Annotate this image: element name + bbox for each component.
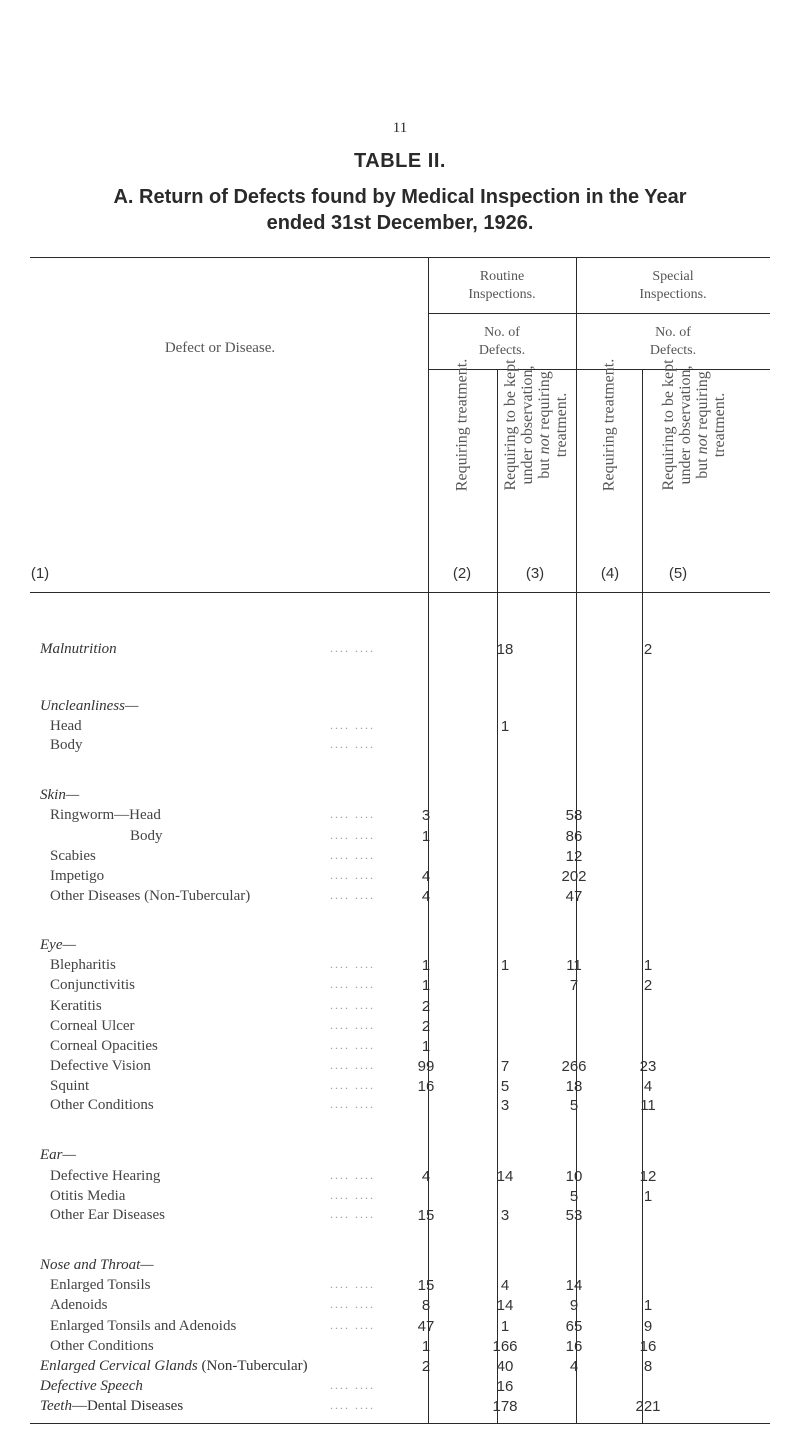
table-row [0,1398,800,1415]
cell-c3: 18 [496,641,514,658]
cell-c4: 65 [565,1318,583,1335]
routine-observation-header: Requiring to be kept under observation, but not requiring treatment. [502,359,570,491]
leader-dots: .... .... [330,1038,375,1052]
table-row [0,1277,800,1294]
cell-c3: 1 [500,718,510,735]
leader-dots: .... .... [330,828,375,842]
cell-c5: 12 [639,1168,657,1185]
table-row [0,977,800,994]
table-row [0,1378,800,1395]
table-row [0,1338,800,1355]
row-label: Other Conditions [50,1338,154,1354]
row-label: Ear— [40,1147,76,1163]
cell-c4: 10 [565,1168,583,1185]
table-row [0,1297,800,1314]
table-row [0,718,800,735]
leader-dots: .... .... [330,807,375,821]
cell-c5: 8 [643,1358,653,1375]
leader-dots: .... .... [330,1078,375,1092]
table-row [0,888,800,905]
row-label: Enlarged Tonsils and Adenoids [50,1318,237,1334]
cell-c4: 58 [565,807,583,824]
table-bottom-rule [30,1423,770,1424]
row-label: Conjunctivitis [50,977,136,993]
cell-c3: 1 [500,957,510,974]
table-row [0,1147,800,1164]
leader-dots: .... .... [330,1168,375,1182]
cell-c4: 202 [561,868,587,885]
cell-c4: 9 [569,1297,579,1314]
leader-dots: .... .... [330,641,375,655]
cell-c2: 3 [421,807,431,824]
leader-dots: .... .... [330,848,375,862]
col-number-1: (1) [30,565,50,582]
row-label: Corneal Opacities [50,1038,158,1054]
cell-c2: 1 [421,977,431,994]
cell-c2: 2 [421,1018,431,1035]
table-title: TABLE II. [354,150,446,172]
row-label: Uncleanliness— [40,698,139,714]
leader-dots: .... .... [330,1318,375,1332]
row-label: Otitis Media [50,1188,126,1204]
special-no-of-defects-header: No. of Defects. [649,325,697,358]
cell-c2: 8 [421,1297,431,1314]
table-row [0,1318,800,1335]
table-row [0,807,800,824]
row-label: Eye— [40,937,76,953]
special-requiring-treatment-header: Requiring treatment. [600,358,618,492]
cell-c4: 4 [569,1358,579,1375]
cell-c5: 221 [635,1398,661,1415]
table-row [0,1188,800,1205]
table-row [0,1018,800,1035]
cell-c4: 14 [565,1277,583,1294]
leader-dots: .... .... [330,1297,375,1311]
leader-dots: .... .... [330,1207,375,1221]
cell-c3: 3 [500,1207,510,1224]
col-number-2: (2) [452,565,472,582]
leader-dots: .... .... [330,998,375,1012]
cell-c2: 16 [417,1078,435,1095]
table-row [0,698,800,715]
cell-c2: 4 [421,888,431,905]
cell-c2: 1 [421,957,431,974]
routine-inspections-header: Routine Inspections. [468,269,536,302]
row-label: Keratitis [50,998,102,1014]
cell-c2: 4 [421,1168,431,1185]
table-subtitle-line2: ended 31st December, 1926. [266,212,534,234]
cell-c2: 2 [421,998,431,1015]
cell-c3: 178 [492,1398,518,1415]
cell-c2: 15 [417,1207,435,1224]
table-row [0,1097,800,1114]
leader-dots: .... .... [330,1398,375,1412]
cell-c4: 11 [566,957,582,974]
row-label: Enlarged Tonsils [50,1277,151,1293]
cell-c4: 16 [565,1338,583,1355]
table-subtitle-line1: A. Return of Defects found by Medical Inspection in the Year [113,186,687,208]
row-label: Malnutrition [40,641,117,657]
table-row [0,1078,800,1095]
table-row [0,1058,800,1075]
cell-c2: 1 [421,828,431,845]
cell-c3: 3 [500,1097,510,1114]
table-row [0,1168,800,1185]
cell-c3: 14 [496,1297,514,1314]
table-row [0,848,800,865]
table-row [0,1358,800,1375]
cell-c5: 4 [643,1078,653,1095]
row-label: Teeth—Dental Diseases [40,1398,184,1414]
leader-dots: .... .... [330,868,375,882]
cell-c3: 166 [492,1338,518,1355]
cell-c5: 9 [643,1318,653,1335]
table-row [0,737,800,754]
table-row [0,868,800,885]
cell-c2: 1 [421,1338,431,1355]
cell-c4: 5 [569,1097,579,1114]
row-label: Blepharitis [50,957,116,973]
cell-c3: 16 [496,1378,514,1395]
leader-dots: .... .... [330,1378,375,1392]
row-label: Ringworm—Head [50,807,161,823]
cell-c4: 266 [561,1058,587,1075]
routine-subheader-rule [428,313,770,314]
cell-c4: 86 [565,828,583,845]
leader-dots: .... .... [330,888,375,902]
page-number: 11 [392,120,408,136]
table-top-rule [30,257,770,258]
row-label: Other Conditions [50,1097,154,1113]
leader-dots: .... .... [330,737,375,751]
table-row [0,957,800,974]
cell-c5: 11 [640,1097,656,1114]
row-label: Skin— [40,787,80,803]
row-label: Defective Speech [40,1378,143,1394]
row-label: Other Diseases (Non-Tubercular) [50,888,251,904]
cell-c5: 2 [643,977,653,994]
cell-c4: 7 [569,977,579,994]
cell-c4: 53 [565,1207,583,1224]
row-label: Impetigo [50,868,105,884]
row-label: Body [50,737,83,753]
table-row [0,641,800,658]
table-row [0,937,800,954]
col-number-3: (3) [525,565,545,582]
cell-c4: 47 [565,888,583,905]
row-label: Other Ear Diseases [50,1207,165,1223]
table-row [0,1207,800,1224]
table-row [0,787,800,804]
cell-c5: 16 [639,1338,657,1355]
row-label: Defective Hearing [50,1168,161,1184]
cell-c2: 99 [417,1058,435,1075]
leader-dots: .... .... [330,1188,375,1202]
table-row [0,1038,800,1055]
leader-dots: .... .... [330,718,375,732]
table-row [0,1257,800,1274]
special-observation-header: Requiring to be kept under observation, but not requiring treatment. [660,359,728,491]
cell-c2: 1 [421,1038,431,1055]
cell-c2: 4 [421,868,431,885]
leader-dots: .... .... [330,1277,375,1291]
row-label: Corneal Ulcer [50,1018,135,1034]
cell-c5: 23 [639,1058,657,1075]
row-label: Scabies [50,848,96,864]
col-number-4: (4) [600,565,620,582]
row-label: Nose and Throat— [40,1257,154,1273]
header-bottom-rule [30,592,770,593]
leader-dots: .... .... [330,1097,375,1111]
table-row [0,828,800,845]
cell-c5: 2 [643,641,653,658]
defect-column-header: Defect or Disease. [164,340,276,356]
row-label: Adenoids [50,1297,108,1313]
routine-requiring-treatment-header: Requiring treatment. [453,358,471,492]
row-label: Head [50,718,82,734]
cell-c3: 40 [496,1358,514,1375]
row-label: Body [130,828,163,844]
leader-dots: .... .... [330,1018,375,1032]
routine-no-of-defects-header: No. of Defects. [478,325,526,358]
table-row [0,998,800,1015]
cell-c3: 7 [500,1058,510,1075]
cell-c4: 5 [569,1188,579,1205]
row-label: Enlarged Cervical Glands (Non-Tubercular) [40,1358,308,1374]
cell-c4: 12 [565,848,583,865]
special-inspections-header: Special Inspections. [639,269,707,302]
cell-c3: 4 [500,1277,510,1294]
cell-c5: 1 [643,957,653,974]
cell-c4: 18 [565,1078,583,1095]
col-number-5: (5) [668,565,688,582]
cell-c2: 2 [421,1358,431,1375]
cell-c2: 47 [417,1318,435,1335]
cell-c3: 14 [496,1168,514,1185]
cell-c5: 1 [643,1297,653,1314]
leader-dots: .... .... [330,1058,375,1072]
leader-dots: .... .... [330,957,375,971]
row-label: Defective Vision [50,1058,151,1074]
cell-c5: 1 [643,1188,653,1205]
cell-c3: 5 [500,1078,510,1095]
cell-c3: 1 [500,1318,510,1335]
row-label: Squint [50,1078,90,1094]
leader-dots: .... .... [330,977,375,991]
cell-c2: 15 [417,1277,435,1294]
